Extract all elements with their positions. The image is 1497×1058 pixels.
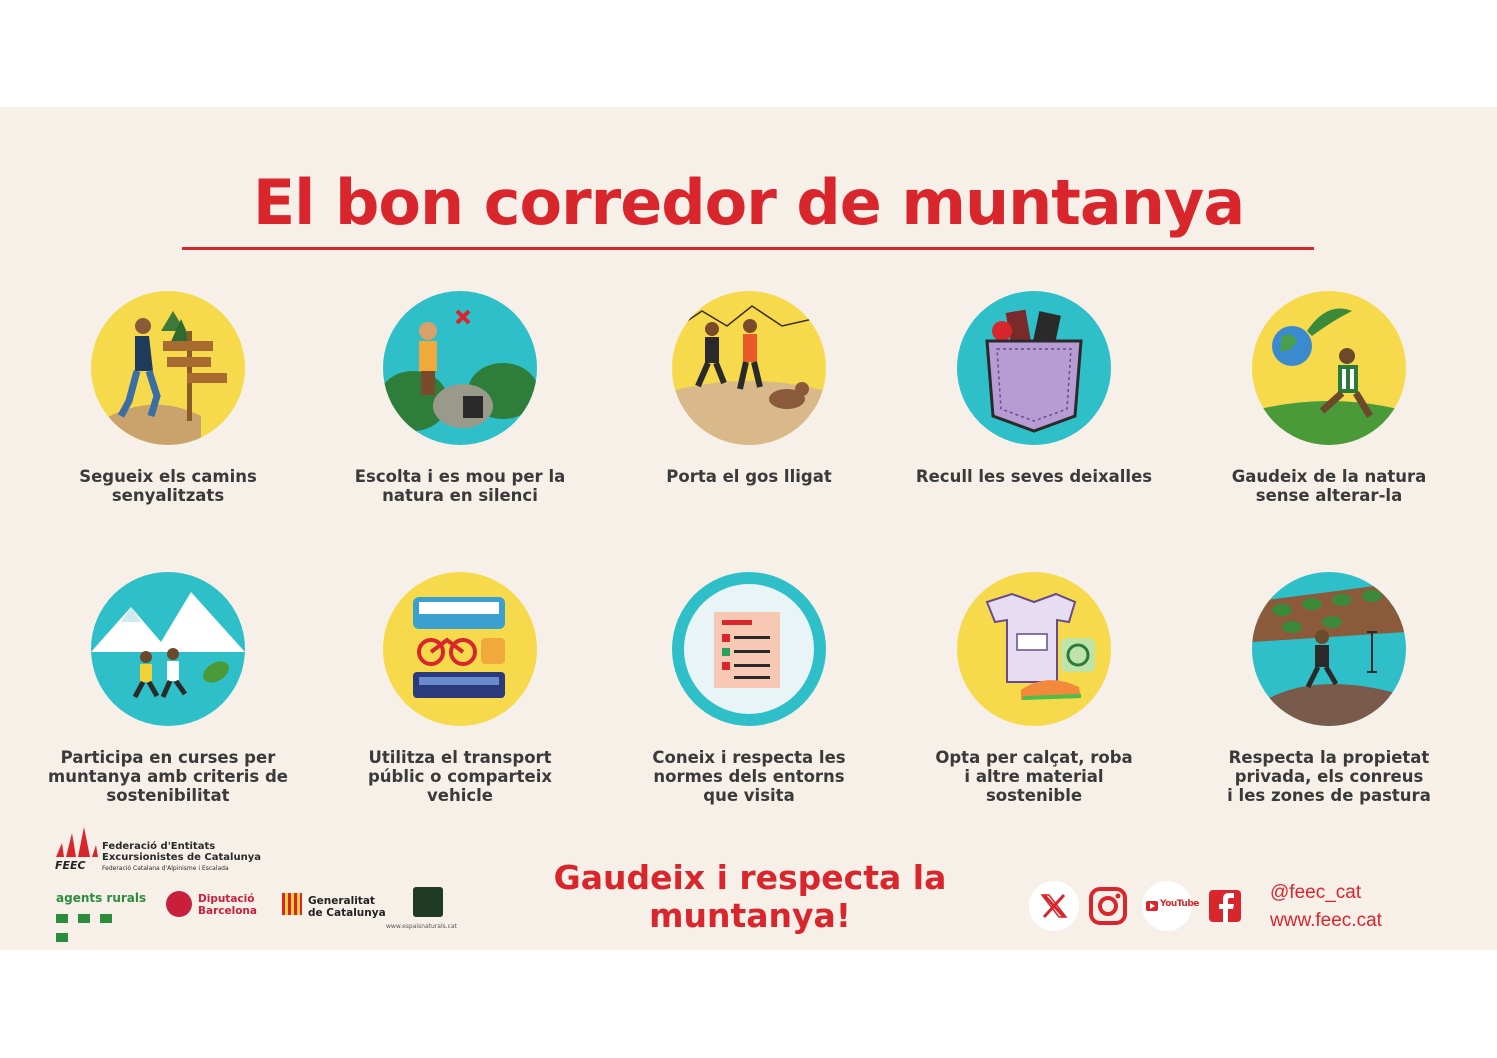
- tip-label: públic o comparteix: [367, 767, 553, 786]
- tip-item: [899, 291, 1169, 486]
- tip-label: sostenible: [985, 786, 1083, 805]
- espais-naturals-url: www.espaisnaturals.cat: [386, 923, 457, 930]
- tip-item: [1194, 572, 1464, 805]
- tip-label: natura en silenci: [382, 486, 538, 505]
- tip-item: [899, 572, 1169, 805]
- instagram-icon[interactable]: [1083, 881, 1133, 931]
- tip-item: [325, 291, 595, 505]
- page-title: El bon corredor de muntanya: [252, 166, 1245, 239]
- rules-checklist-icon: [672, 572, 826, 726]
- tip-item: [1194, 291, 1464, 505]
- tip-item: [614, 572, 884, 805]
- tip-label: Recull les seves deixalles: [915, 467, 1153, 486]
- slogan-line: muntanya!: [649, 896, 851, 935]
- tip-label: i les zones de pastura: [1227, 786, 1431, 805]
- tip-label: sense alterar-la: [1255, 486, 1403, 505]
- sponsor-logos: [52, 825, 492, 935]
- tip-label: i altre material: [964, 767, 1104, 786]
- agents-rurals-logo: agents rurals: [56, 891, 147, 905]
- tip-label: sostenibilitat: [106, 786, 230, 805]
- title-underline: [182, 247, 1314, 250]
- silence-nature-icon: [383, 291, 537, 445]
- feec-abbr: FEEC: [55, 859, 86, 872]
- tip-label: muntanya amb criteris de: [48, 767, 288, 786]
- poster: [0, 107, 1497, 950]
- website-link[interactable]: www.feec.cat: [1270, 910, 1382, 931]
- slogan: [530, 859, 970, 935]
- runner-signpost-icon: [91, 291, 245, 445]
- public-transport-icon: [383, 572, 537, 726]
- tip-label: senyalitzats: [111, 486, 225, 505]
- facebook-icon[interactable]: [1200, 881, 1250, 931]
- youtube-label: YouTube: [1160, 899, 1199, 909]
- slogan-line: Gaudeix i respecta la: [553, 858, 947, 897]
- tip-label: Utilitza el transport: [368, 748, 552, 767]
- social-handle[interactable]: @feec_cat: [1270, 882, 1362, 903]
- pocket-waste-icon: [957, 291, 1111, 445]
- youtube-icon[interactable]: [1142, 881, 1199, 931]
- agents-rurals-bars: [56, 908, 138, 918]
- social-links: [1270, 879, 1382, 935]
- tip-label: Escolta i es mou per la: [354, 467, 566, 486]
- earth-runner-icon: [1252, 291, 1406, 445]
- diputacio-logo-icon: [166, 891, 192, 917]
- mountain-race-icon: [91, 572, 245, 726]
- generalitat-name: [308, 895, 386, 919]
- feec-name-line: Excursionistes de Catalunya: [102, 852, 261, 863]
- crops-runner-icon: [1252, 572, 1406, 726]
- tip-label: Participa en curses per: [60, 748, 276, 767]
- diputacio-line: Diputació: [198, 893, 255, 905]
- tip-label: Respecta la propietat: [1228, 748, 1430, 767]
- tip-label: que visita: [703, 786, 795, 805]
- diputacio-name: [198, 893, 257, 917]
- espais-naturals-logo-icon: [413, 887, 443, 917]
- sustainable-gear-icon: [957, 572, 1111, 726]
- x-icon[interactable]: [1029, 881, 1079, 931]
- tip-item: [33, 572, 303, 805]
- diputacio-line: Barcelona: [198, 905, 257, 917]
- feec-subtitle: Federació Catalana d'Alpinisme i Escalada: [102, 865, 229, 872]
- tip-label: Coneix i respecta les: [652, 748, 846, 767]
- tip-label: vehicle: [427, 786, 493, 805]
- feec-name: [102, 841, 261, 874]
- dog-leash-icon: [672, 291, 826, 445]
- tip-item: [33, 291, 303, 505]
- feec-name-line: Federació d'Entitats: [102, 841, 216, 852]
- tip-label: Opta per calçat, roba: [935, 748, 1133, 767]
- generalitat-line: de Catalunya: [308, 907, 386, 919]
- tip-label: privada, els conreus: [1234, 767, 1424, 786]
- tip-item: [325, 572, 595, 805]
- tip-label: Gaudeix de la natura: [1231, 467, 1427, 486]
- tip-item: [614, 291, 884, 486]
- generalitat-line: Generalitat: [308, 895, 375, 907]
- tip-label: normes dels entorns: [653, 767, 845, 786]
- tip-label: Segueix els camins: [79, 467, 257, 486]
- tip-label: Porta el gos lligat: [666, 467, 832, 486]
- generalitat-logo-icon: [282, 893, 302, 915]
